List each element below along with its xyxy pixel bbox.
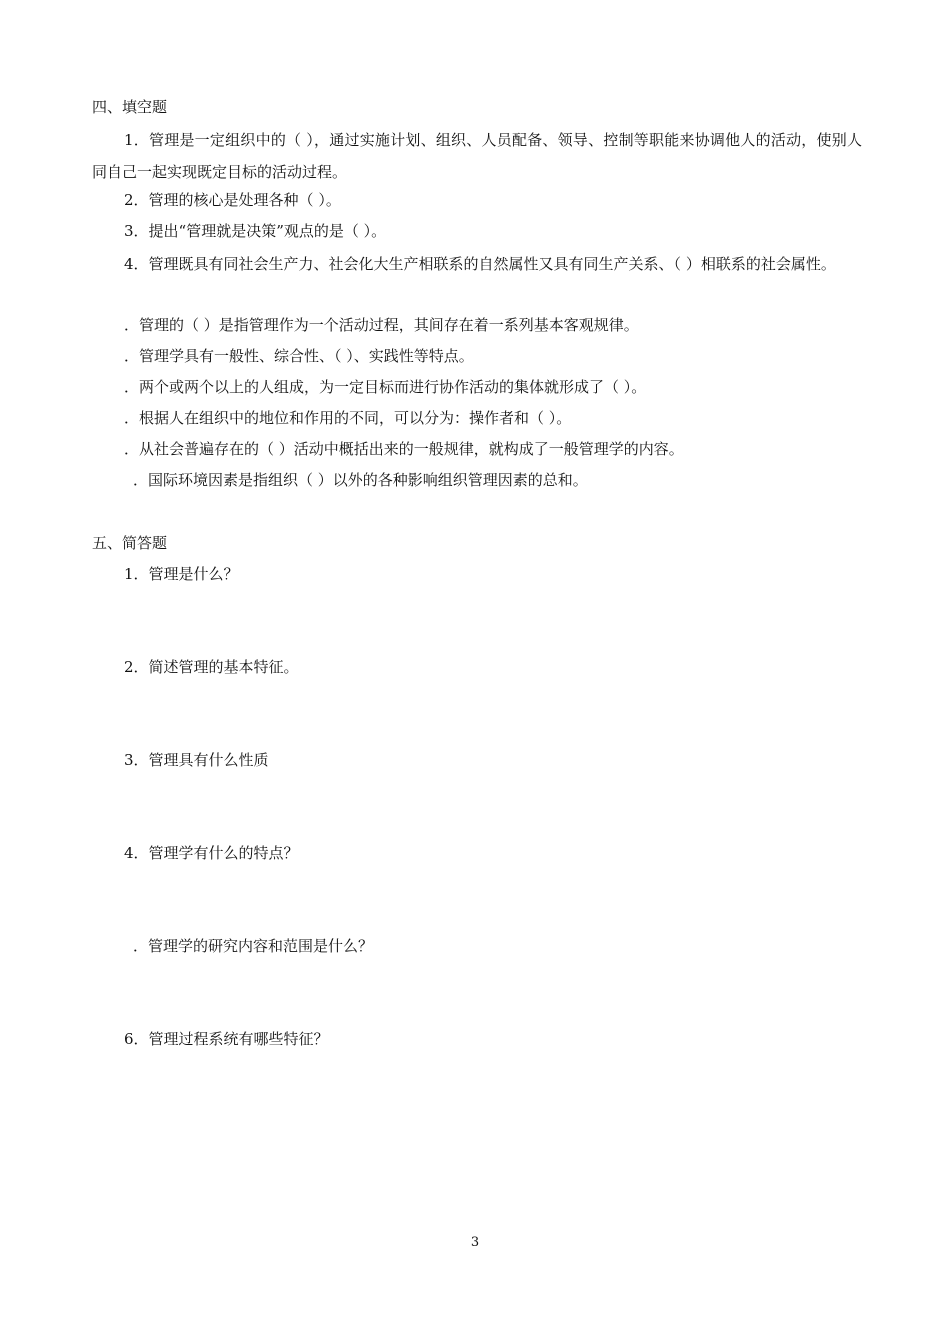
fill-question-2: 2．管理的核心是处理各种（ ）。: [124, 191, 341, 209]
page-number: 3: [470, 1235, 480, 1250]
fill-question-8: ．根据人在组织中的地位和作用的不同，可以分为：操作者和（ ）。: [124, 409, 572, 427]
fill-question-5: ．管理的（ ）是指管理作为一个活动过程，其间存在着一系列基本客观规律。: [124, 316, 639, 334]
short-answer-question-4: 4．管理学有什么的特点？: [124, 844, 299, 862]
short-answer-question-5: ．管理学的研究内容和范围是什么？: [133, 937, 374, 955]
fill-question-10: ．国际环境因素是指组织（ ）以外的各种影响组织管理因素的总和。: [133, 471, 588, 489]
fill-question-6: ．管理学具有一般性、综合性、（ ）、实践性等特点。: [124, 347, 474, 365]
section4-heading: 四、填空题: [92, 98, 168, 116]
section5-heading: 五、简答题: [92, 534, 168, 552]
fill-question-4: 4．管理既具有同社会生产力、社会化大生产相联系的自然属性又具有同生产关系、（ ）相联系的社会属性。: [124, 255, 836, 273]
fill-question-3: 3．提出“管理就是决策”观点的是（ ）。: [124, 222, 387, 240]
fill-question-1: 1．管理是一定组织中的（ ），通过实施计划、组织、人员配备、领导、控制等职能来协调他人的活动，使别人同自己一起实现既定目标的活动过程。: [92, 131, 862, 181]
fill-question-7: ．两个或两个以上的人组成，为一定目标而进行协作活动的集体就形成了（ ）。: [124, 378, 647, 396]
short-answer-question-2: 2．简述管理的基本特征。: [124, 658, 299, 676]
short-answer-question-6: 6．管理过程系统有哪些特征？: [124, 1030, 329, 1048]
fill-question-9: ．从社会普遍存在的（ ）活动中概括出来的一般规律，就构成了一般管理学的内容。: [124, 440, 684, 458]
short-answer-question-1: 1．管理是什么？: [124, 565, 239, 583]
short-answer-question-3: 3．管理具有什么性质: [124, 751, 269, 769]
